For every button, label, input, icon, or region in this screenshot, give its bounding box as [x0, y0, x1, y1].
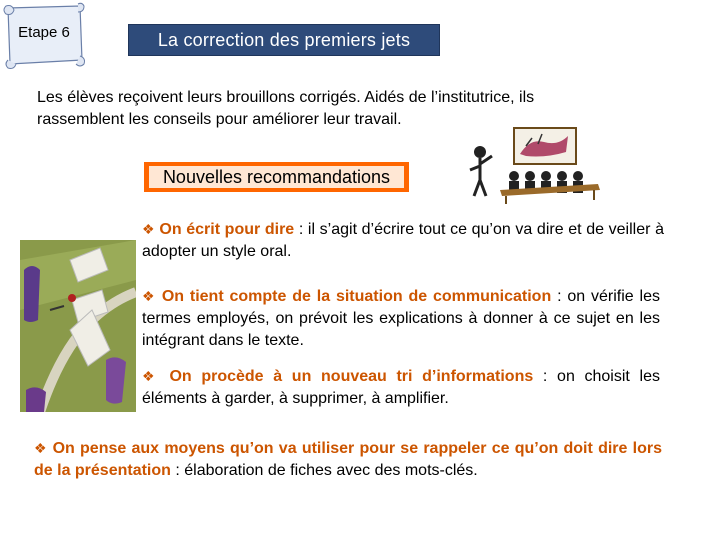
diamond-bullet-icon: ❖ [34, 440, 48, 456]
recommendation-text: on vérifie les termes employés, on prévoit les explications à donner à ce sujet en les intégrant dans le texte. [142, 288, 660, 349]
recommendations-heading: Nouvelles recommandations [162, 166, 391, 187]
recommendation-lead: On écrit pour dire [159, 221, 295, 238]
diamond-bullet-icon: ❖ [142, 221, 155, 237]
recommendation-item [142, 285, 660, 352]
recommendation-separator: : [170, 462, 185, 479]
recommendation-separator: : [551, 288, 568, 305]
title-box [128, 24, 440, 56]
recommendation-separator: : [294, 221, 308, 238]
recommendations-heading-inner [149, 166, 404, 188]
recommendation-item [34, 437, 662, 482]
recommendation-lead: On pense aux moyens qu’on va utiliser pour se rappeler ce qu’on doit dire lors de la présentation [34, 440, 662, 479]
classroom-clipart-icon [466, 124, 602, 204]
step-label: Etape 6 [18, 24, 70, 41]
diamond-bullet-icon: ❖ [142, 288, 156, 304]
recommendation-lead: On procède à un nouveau tri d’informations [169, 368, 534, 385]
recommendation-separator: : [533, 368, 558, 385]
diamond-bullet-icon: ❖ [142, 368, 160, 384]
recommendation-item [142, 365, 660, 410]
recommendation-text: on choisit les éléments à garder, à supprimer, à amplifier. [142, 368, 660, 407]
recommendations-heading-box [144, 162, 409, 192]
page-title: La correction des premiers jets [157, 29, 411, 50]
intro-paragraph: Les élèves reçoivent leurs brouillons corrigés. Aidés de l’institutrice, ils rassemblent les conseils pour améliorer leur travail. [37, 89, 535, 128]
map-illustration-icon [20, 240, 136, 412]
recommendation-text: élaboration de fiches avec des mots-clés. [184, 462, 478, 479]
recommendation-lead: On tient compte de la situation de communication [161, 288, 552, 305]
recommendation-item [142, 218, 664, 263]
recommendation-text: il s’agit d’écrire tout ce qu’on va dire et de veiller à adopter un style oral. [142, 221, 664, 260]
